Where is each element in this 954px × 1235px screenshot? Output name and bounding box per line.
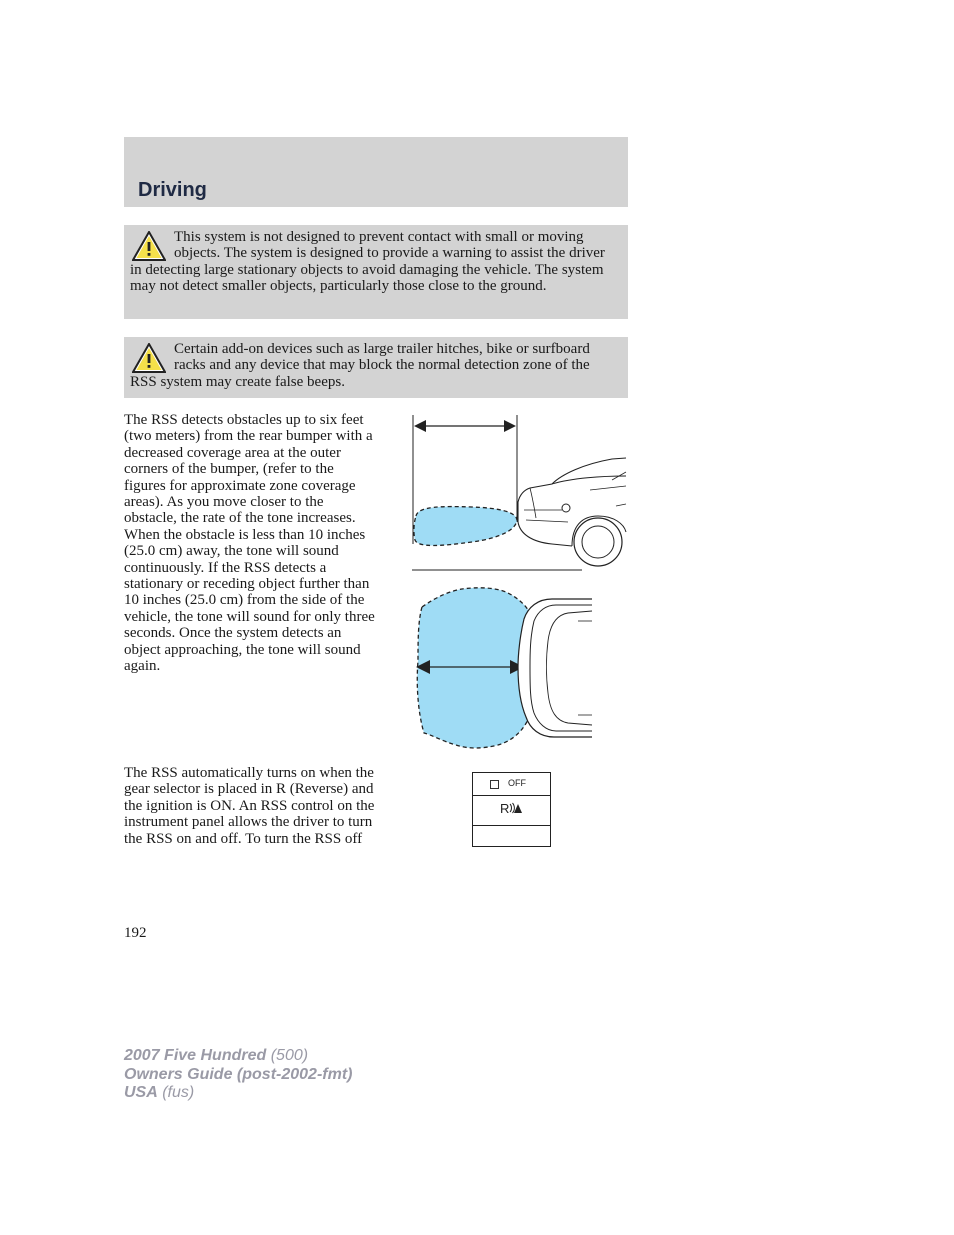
warning-box-2 xyxy=(124,337,628,398)
warning-text-1: This system is not designed to prevent contact with small or moving objects. The system is designed to provide a warning to assist the driver in detecting large stationary objects to avoid damaging the vehicle. The system may not detect smaller objects, particularly those close to the ground. xyxy=(130,229,605,295)
rss-button-row[interactable] xyxy=(473,795,550,826)
rss-off-row xyxy=(473,773,550,796)
rss-label: R xyxy=(500,801,523,816)
rss-control-switch[interactable] xyxy=(472,772,551,847)
warning-text-2: Certain add-on devices such as large trailer hitches, bike or surfboard racks and any device that may block the normal detection zone of the RSS system may create false beeps. xyxy=(130,341,590,390)
detection-zone-side xyxy=(414,507,517,546)
rss-side-view-figure xyxy=(412,414,628,572)
warning-box-1 xyxy=(124,225,628,319)
warning-triangle-icon xyxy=(132,231,166,261)
rss-detection-paragraph: The RSS detects obstacles up to six feet (two meters) from the rear bumper with a decreased coverage area at the outer corners of the bumper, (refer to the figures for approximate zone coverage areas). As you move closer to the obstacle, the rate of the tone increases. When the obstacle is less than 10 inches (25.0 cm) away, the tone will sound continuously. If the RSS detects a stationary or receding object further than 10 inches (25.0 cm) from the side of the vehicle, the tone will sound for only three seconds. Once the system detects an object approaching, the tone will sound again. xyxy=(124,412,375,675)
footer-line-3: USA (fus) xyxy=(124,1084,195,1101)
off-label: OFF xyxy=(508,778,526,788)
rss-top-view-figure xyxy=(412,585,594,749)
section-title: Driving xyxy=(138,179,207,201)
rss-sensor-icon xyxy=(509,802,523,814)
rss-control-paragraph: The RSS automatically turns on when the gear selector is placed in R (Reverse) and the ignition is ON. An RSS control on the instrument panel allows the driver to turn the RSS on and off. To turn the RSS off xyxy=(124,765,375,847)
footer-line-1: 2007 Five Hundred (500) xyxy=(124,1047,309,1064)
document-footer xyxy=(124,1047,352,1103)
warning-triangle-icon xyxy=(132,343,166,373)
page-number: 192 xyxy=(124,925,147,941)
footer-line-2: Owners Guide (post-2002-fmt) xyxy=(124,1065,353,1083)
indicator-checkbox-icon xyxy=(490,780,499,789)
